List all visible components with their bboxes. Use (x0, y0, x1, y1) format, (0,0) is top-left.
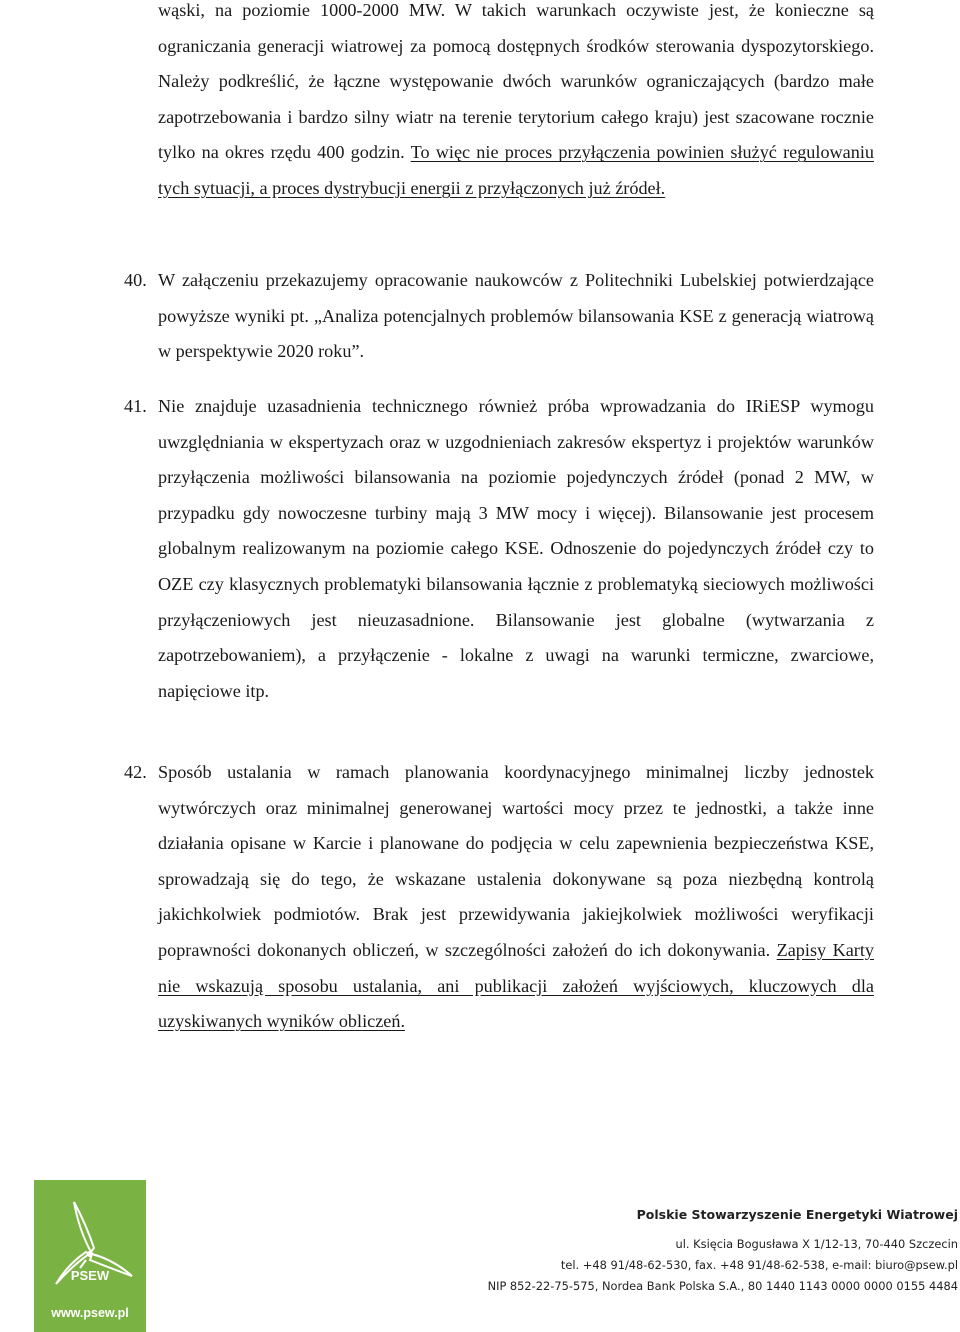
paragraph-41 (124, 389, 874, 709)
paragraph-text: Sposób ustalania w ramach planowania koordynacyjnego minimalnej liczby jednostek wytwórczych oraz minimalnej generowanej wartości mocy przez te jednostki, a także inne działania opisane w Karcie i planowane do podjęcia w celu zapewnienia bezpieczeństwa KSE, sprowadzają się do tego, że wskazane ustalenia dokonywane są poza niezbędną kontrolą jakichkolwiek podmiotów. Brak jest przewidywania jakiejkolwiek możliwości weryfikacji poprawności dokonanych obliczeń, w szczególności założeń do ich dokonywania. (158, 762, 874, 960)
underlined-text: To więc nie proces przyłączenia powinien służyć regulowaniu tych sytuacji, a proces dystrybucji energii z przyłączonych już źródeł. (158, 142, 874, 198)
paragraph-40 (124, 263, 874, 370)
paragraph-text: Nie znajduje uzasadnienia technicznego również próba wprowadzania do IRiESP wymogu uwzględniania w ekspertyzach oraz w uzgodnieniach zakresów ekspertyz i projektów warunków przyłączenia możliwości bilansowania na poziomie pojedynczych źródeł (ponad 2 MW, w przypadku gdy nowoczesne turbiny mają 3 MW mocy i więcej). Bilansowanie jest procesem globalnym realizowanym na poziomie całego KSE. Odnoszenie do pojedynczych źródeł czy to OZE czy klasycznych problematyki bilansowania łącznie z problematyką sieciowych możliwości przyłączeniowych jest nieuzasadnione. Bilansowanie jest globalne (wytwarzania z zapotrzebowaniem), a przyłączenie - lokalne z uwagi na warunki termiczne, zwarciowe, napięciowe itp. (158, 396, 874, 701)
paragraph-number: 40. (124, 270, 147, 290)
wind-turbine-icon (34, 1180, 146, 1300)
underlined-text: Zapisy Karty nie wskazują sposobu ustalania, ani publikacji założeń wyjściowych, kluczowych dla uzyskiwanych wyników obliczeń. (158, 939, 874, 1032)
paragraph-number: 42. (124, 762, 147, 782)
paragraph-42 (124, 755, 874, 1040)
footer-contact (458, 1204, 958, 1297)
bank-details: NIP 852-22-75-575, Nordea Bank Polska S.A., 80 1440 1143 0000 0000 0155 4484 (487, 1279, 958, 1293)
logo-url: www.psew.pl (51, 1306, 129, 1320)
paragraph-continuation (158, 0, 874, 207)
logo-name: PSEW (70, 1268, 110, 1283)
address: ul. Księcia Bogusława X 1/12-13, 70-440 Szczecin (675, 1237, 958, 1251)
contact-details: tel. +48 91/48-62-530, fax. +48 91/48-62-538, e-mail: biuro@psew.pl (560, 1258, 958, 1272)
psew-logo (34, 1180, 146, 1332)
paragraph-number: 41. (124, 396, 147, 416)
organization-name: Polskie Stowarzyszenie Energetyki Wiatrowej (636, 1207, 958, 1222)
paragraph-text: wąski, na poziomie 1000-2000 MW. W takich warunkach oczywiste jest, że konieczne są ograniczania generacji wiatrowej za pomocą dostępnych środków sterowania dyspozytorskiego. Należy podkreślić, że łączne występowanie dwóch warunków ograniczających (bardzo małe zapotrzebowania i bardzo silny wiatr na terenie terytorium całego kraju) jest szacowane rocznie tylko na okres rzędu 400 godzin. (158, 0, 874, 163)
paragraph-text: W załączeniu przekazujemy opracowanie naukowców z Politechniki Lubelskiej potwierdzające powyższe wyniki pt. „Analiza potencjalnych problemów bilansowania KSE z generacją wiatrową w perspektywie 2020 roku”. (158, 270, 874, 362)
